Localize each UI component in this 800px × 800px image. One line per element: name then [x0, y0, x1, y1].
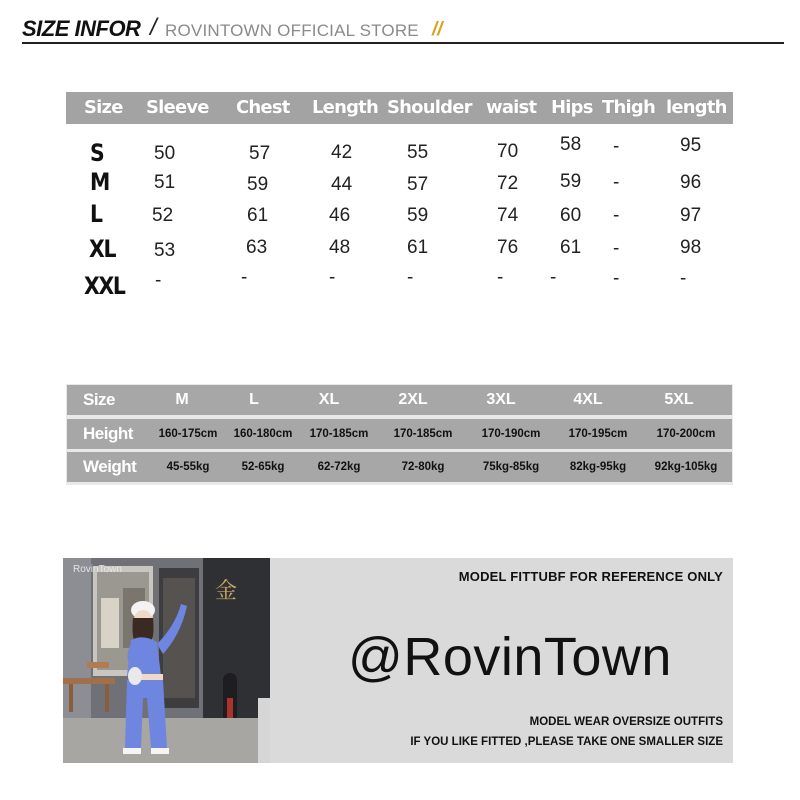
- table-cell: 44: [331, 174, 353, 195]
- fit-weight-cell: 82kg-95kg: [569, 461, 627, 473]
- fit-weight-cell: 92kg-105kg: [654, 461, 718, 473]
- table-cell: 57: [249, 143, 271, 164]
- table-cell: 59: [560, 171, 582, 192]
- fit-height-cell: 170-185cm: [309, 428, 369, 440]
- size-label: XXL: [84, 272, 125, 300]
- header-chest: Chest: [236, 97, 290, 118]
- photo-watermark: RovinTown: [73, 564, 122, 575]
- table-cell: 59: [247, 174, 269, 195]
- table-cell: 52: [152, 205, 174, 226]
- table-cell: 46: [329, 205, 351, 226]
- fit-weight-cell: 52-65kg: [241, 461, 285, 473]
- svg-text:金: 金: [215, 579, 238, 604]
- brand-handle: @RovinTown: [348, 627, 672, 687]
- header-divider: [22, 42, 784, 44]
- size-table-header: [66, 92, 733, 124]
- size-label: M: [90, 168, 110, 196]
- size-label: L: [90, 200, 102, 228]
- store-name: ROVINTOWN OFFICIAL STORE: [165, 21, 419, 40]
- table-cell: 60: [560, 205, 582, 226]
- model-photo-illustration: [63, 558, 270, 763]
- table-cell: 95: [680, 135, 702, 156]
- table-cell: 50: [154, 143, 176, 164]
- fit-size-label: Size: [83, 390, 116, 409]
- table-cell: -: [613, 205, 620, 226]
- table-cell: -: [613, 172, 620, 193]
- header-size: Size: [84, 97, 123, 118]
- fit-size-cell: L: [249, 391, 259, 408]
- table-cell: 61: [407, 237, 429, 258]
- fit-weight-label: Weight: [83, 457, 137, 476]
- table-cell: 74: [497, 205, 519, 226]
- header-shoulder: Shoulder: [387, 97, 472, 118]
- fit-size-cell: 4XL: [573, 391, 603, 408]
- table-cell: -: [329, 267, 336, 288]
- header-pant-length: length: [666, 97, 727, 118]
- fit-size-row: [67, 385, 732, 415]
- table-cell: 63: [246, 237, 268, 258]
- table-cell: -: [497, 267, 504, 288]
- table-cell: 97: [680, 205, 702, 226]
- model-info-panel: [270, 558, 733, 763]
- table-cell: 53: [154, 240, 176, 261]
- table-cell: 58: [560, 134, 582, 155]
- page-header: [22, 14, 784, 44]
- table-cell: -: [550, 267, 557, 288]
- fit-height-cell: 160-175cm: [158, 428, 218, 440]
- fit-height-label: Height: [83, 424, 133, 443]
- header-hips: Hips: [551, 97, 593, 118]
- fit-weight-cell: 45-55kg: [166, 461, 210, 473]
- fit-size-cell: 2XL: [398, 391, 428, 408]
- table-cell: 51: [154, 172, 176, 193]
- fit-advice-note: IF YOU LIKE FITTED ,PLEASE TAKE ONE SMALLER SIZE: [410, 736, 723, 748]
- fit-height-cell: 170-195cm: [568, 428, 628, 440]
- table-cell: -: [241, 267, 248, 288]
- fit-size-cell: 3XL: [486, 391, 516, 408]
- fit-weight-cell: 72-80kg: [401, 461, 445, 473]
- header-accent: //: [432, 19, 443, 40]
- size-label: XL: [89, 235, 116, 263]
- fit-weight-cell: 75kg-85kg: [482, 461, 540, 473]
- fit-size-cell: M: [175, 391, 189, 408]
- fit-size-cell: XL: [318, 391, 340, 408]
- table-cell: -: [155, 270, 162, 291]
- table-cell: 42: [331, 142, 353, 163]
- fit-height-row: [67, 419, 732, 449]
- fit-height-cell: 170-200cm: [656, 428, 716, 440]
- reference-note: MODEL FITTUBF FOR REFERENCE ONLY: [458, 569, 723, 584]
- header-waist: waist: [486, 97, 537, 118]
- fit-height-cell: 160-180cm: [233, 428, 293, 440]
- table-cell: -: [613, 238, 620, 259]
- table-cell: 59: [407, 205, 429, 226]
- fit-weight-cell: 62-72kg: [317, 461, 361, 473]
- fit-table: [66, 384, 733, 485]
- table-cell: -: [613, 136, 620, 157]
- header-length: Length: [312, 97, 378, 118]
- table-cell: 61: [247, 205, 269, 226]
- fit-weight-row: [67, 452, 732, 482]
- table-cell: 76: [497, 237, 519, 258]
- fit-height-cell: 170-185cm: [393, 428, 453, 440]
- table-cell: -: [613, 268, 620, 289]
- table-cell: 72: [497, 173, 519, 194]
- header-sleeve: Sleeve: [146, 97, 209, 118]
- table-cell: 61: [560, 237, 582, 258]
- table-cell: 55: [407, 142, 429, 163]
- table-cell: 70: [497, 141, 519, 162]
- header-title: SIZE INFOR: [22, 16, 141, 41]
- fit-size-cell: 5XL: [664, 391, 694, 408]
- header-slash: /: [150, 14, 157, 41]
- table-cell: -: [680, 268, 687, 289]
- table-cell: 57: [407, 174, 429, 195]
- table-cell: -: [407, 267, 414, 288]
- fit-height-cell: 170-190cm: [481, 428, 541, 440]
- oversize-note: MODEL WEAR OVERSIZE OUTFITS: [529, 716, 723, 728]
- header-thigh: Thigh: [602, 97, 655, 118]
- model-photo: [63, 558, 270, 763]
- table-cell: 48: [329, 237, 351, 258]
- size-label: S: [90, 139, 104, 167]
- table-cell: 96: [680, 172, 702, 193]
- table-cell: 98: [680, 237, 702, 258]
